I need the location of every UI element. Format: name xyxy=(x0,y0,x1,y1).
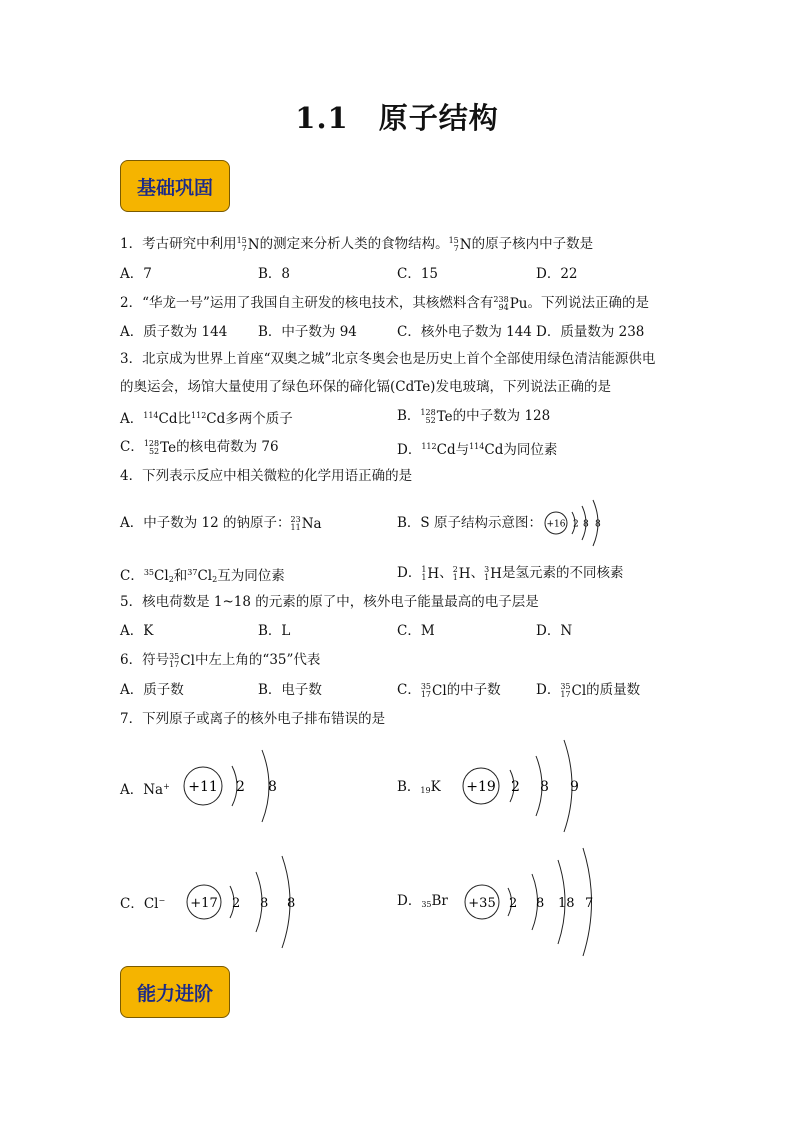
shell-count-2: 8 xyxy=(268,779,277,795)
shell-count-3: 18 xyxy=(558,896,575,911)
shell-count-1: 2 xyxy=(509,896,518,911)
shell-count-3: 8 xyxy=(595,519,601,530)
question-5: 5．核电荷数是 1~18 的元素的原了中，核外电子能量最高的电子层是 xyxy=(120,594,539,610)
question-1 xyxy=(120,234,593,255)
q1-stem-c: 的原子核内中子数是 xyxy=(471,236,594,252)
q1-option-c[interactable]: C．15 xyxy=(397,266,439,282)
sulfur-atom-diagram xyxy=(540,494,610,552)
q4-option-a[interactable]: A．中子数为 12 的钠原子： 23 11 Na xyxy=(120,515,322,532)
nucleus-label: +35 xyxy=(468,896,496,911)
q7-d-atom-diagram xyxy=(462,846,612,958)
q3-option-a[interactable]: A．$^{114}$Cd比$^{112}$Cd多两个质子 xyxy=(120,411,293,427)
section-badge-basic: 基础巩固 xyxy=(120,160,230,212)
q3-option-d[interactable]: D．$^{112}$Cd与$^{114}$Cd为同位素 xyxy=(397,442,558,458)
q6-option-c[interactable]: C． 35 17 Cl的中子数 xyxy=(397,682,501,699)
q3-option-c[interactable]: C． 128 52 Te的核电荷数为 76 xyxy=(120,439,279,456)
q7-option-a-label[interactable]: A．Na+ xyxy=(120,782,170,798)
shell-count-1: 2 xyxy=(573,519,579,530)
nucleus-label: +17 xyxy=(190,896,218,911)
section-badge-advanced: 能力进阶 xyxy=(120,966,230,1018)
shell-count-1: 2 xyxy=(232,896,241,911)
q7-b-atom-diagram xyxy=(460,736,590,836)
q5-option-d[interactable]: D．N xyxy=(536,623,573,639)
q7-option-c-label[interactable]: C．Cl− xyxy=(120,896,166,912)
shell-count-3: 9 xyxy=(570,779,579,795)
q1-nuclide-1: 15 7 N xyxy=(236,236,260,253)
shell-count-1: 2 xyxy=(511,779,520,795)
q2-option-c[interactable]: C．核外电子数为 144 xyxy=(397,324,532,340)
question-4: 4．下列表示反应中相关微粒的化学用语正确的是 xyxy=(120,468,413,484)
q2-option-d[interactable]: D．质量数为 238 xyxy=(536,324,645,340)
shell-count-2: 8 xyxy=(536,896,545,911)
q3-option-b[interactable]: B． 128 52 Te的中子数为 128 xyxy=(397,408,551,425)
question-3-line-1: 3．北京成为世界上首座“双奥之城”北京冬奥会也是历史上首个全部使用绿色清洁能源供电 xyxy=(120,351,656,367)
q5-option-b[interactable]: B．L xyxy=(258,623,291,639)
shell-count-2: 8 xyxy=(540,779,549,795)
q6-option-b[interactable]: B．电子数 xyxy=(258,682,322,698)
q5-option-c[interactable]: C．M xyxy=(397,623,435,639)
nucleus-label: +11 xyxy=(188,779,218,795)
question-6: 6．符号 35 17 Cl中左上角的“35”代表 xyxy=(120,652,321,669)
q1-option-b[interactable]: B．8 xyxy=(258,266,291,282)
nucleus-label: +19 xyxy=(466,779,496,795)
question-3-line-2: 的奥运会，场馆大量使用了绿色环保的碲化镉(CdTe)发电玻璃，下列说法正确的是 xyxy=(120,379,611,395)
nucleus-label: +16 xyxy=(546,519,566,530)
shell-count-1: 2 xyxy=(236,779,245,795)
shell-count-2: 8 xyxy=(583,519,589,530)
q2-option-a[interactable]: A．质子数为 144 xyxy=(120,324,228,340)
q2-stem-a: 2．“华龙一号”运用了我国自主研发的核电技术，其核燃料含有 xyxy=(120,295,494,311)
q1-option-a[interactable]: A．7 xyxy=(120,266,152,282)
shell-count-3: 8 xyxy=(287,896,296,911)
q2-nuclide: 238 94 Pu xyxy=(493,295,528,312)
q7-a-atom-diagram xyxy=(180,744,290,828)
q1-stem-a: 1．考古研究中利用 xyxy=(120,236,237,252)
q2-stem-b: 。下列说法正确的是 xyxy=(527,295,649,311)
q7-option-b-label[interactable]: B．$_{19}$K xyxy=(397,779,441,795)
q5-option-a[interactable]: A．K xyxy=(120,623,154,639)
q6-option-d[interactable]: D． 35 17 Cl的质量数 xyxy=(536,682,641,699)
q1-option-d[interactable]: D．22 xyxy=(536,266,578,282)
q6-option-a[interactable]: A．质子数 xyxy=(120,682,184,698)
question-2 xyxy=(120,293,649,314)
q1-nuclide-2: 15 7 N xyxy=(448,236,472,253)
q4-option-c[interactable]: C．$^{35}Cl_2$和$^{37}Cl_2$互为同位素 xyxy=(120,568,285,584)
q4-option-d[interactable]: D． 1 1 H、 2 1 H、 3 1 H是氢元素的不同核素 xyxy=(397,565,624,582)
page-title: 1.1 原子结构 xyxy=(295,101,499,135)
q4-option-b[interactable]: B．S 原子结构示意图： xyxy=(397,515,542,531)
q2-option-b[interactable]: B．中子数为 94 xyxy=(258,324,357,340)
q7-c-atom-diagram xyxy=(184,852,299,952)
q1-stem-b: 的测定来分析人类的食物结构。 xyxy=(259,236,449,252)
question-7: 7．下列原子或离子的核外电子排布错误的是 xyxy=(120,711,386,727)
q7-option-d-label[interactable]: D．$_{35}$Br xyxy=(397,893,448,909)
shell-count-2: 8 xyxy=(260,896,269,911)
shell-count-4: 7 xyxy=(585,896,594,911)
